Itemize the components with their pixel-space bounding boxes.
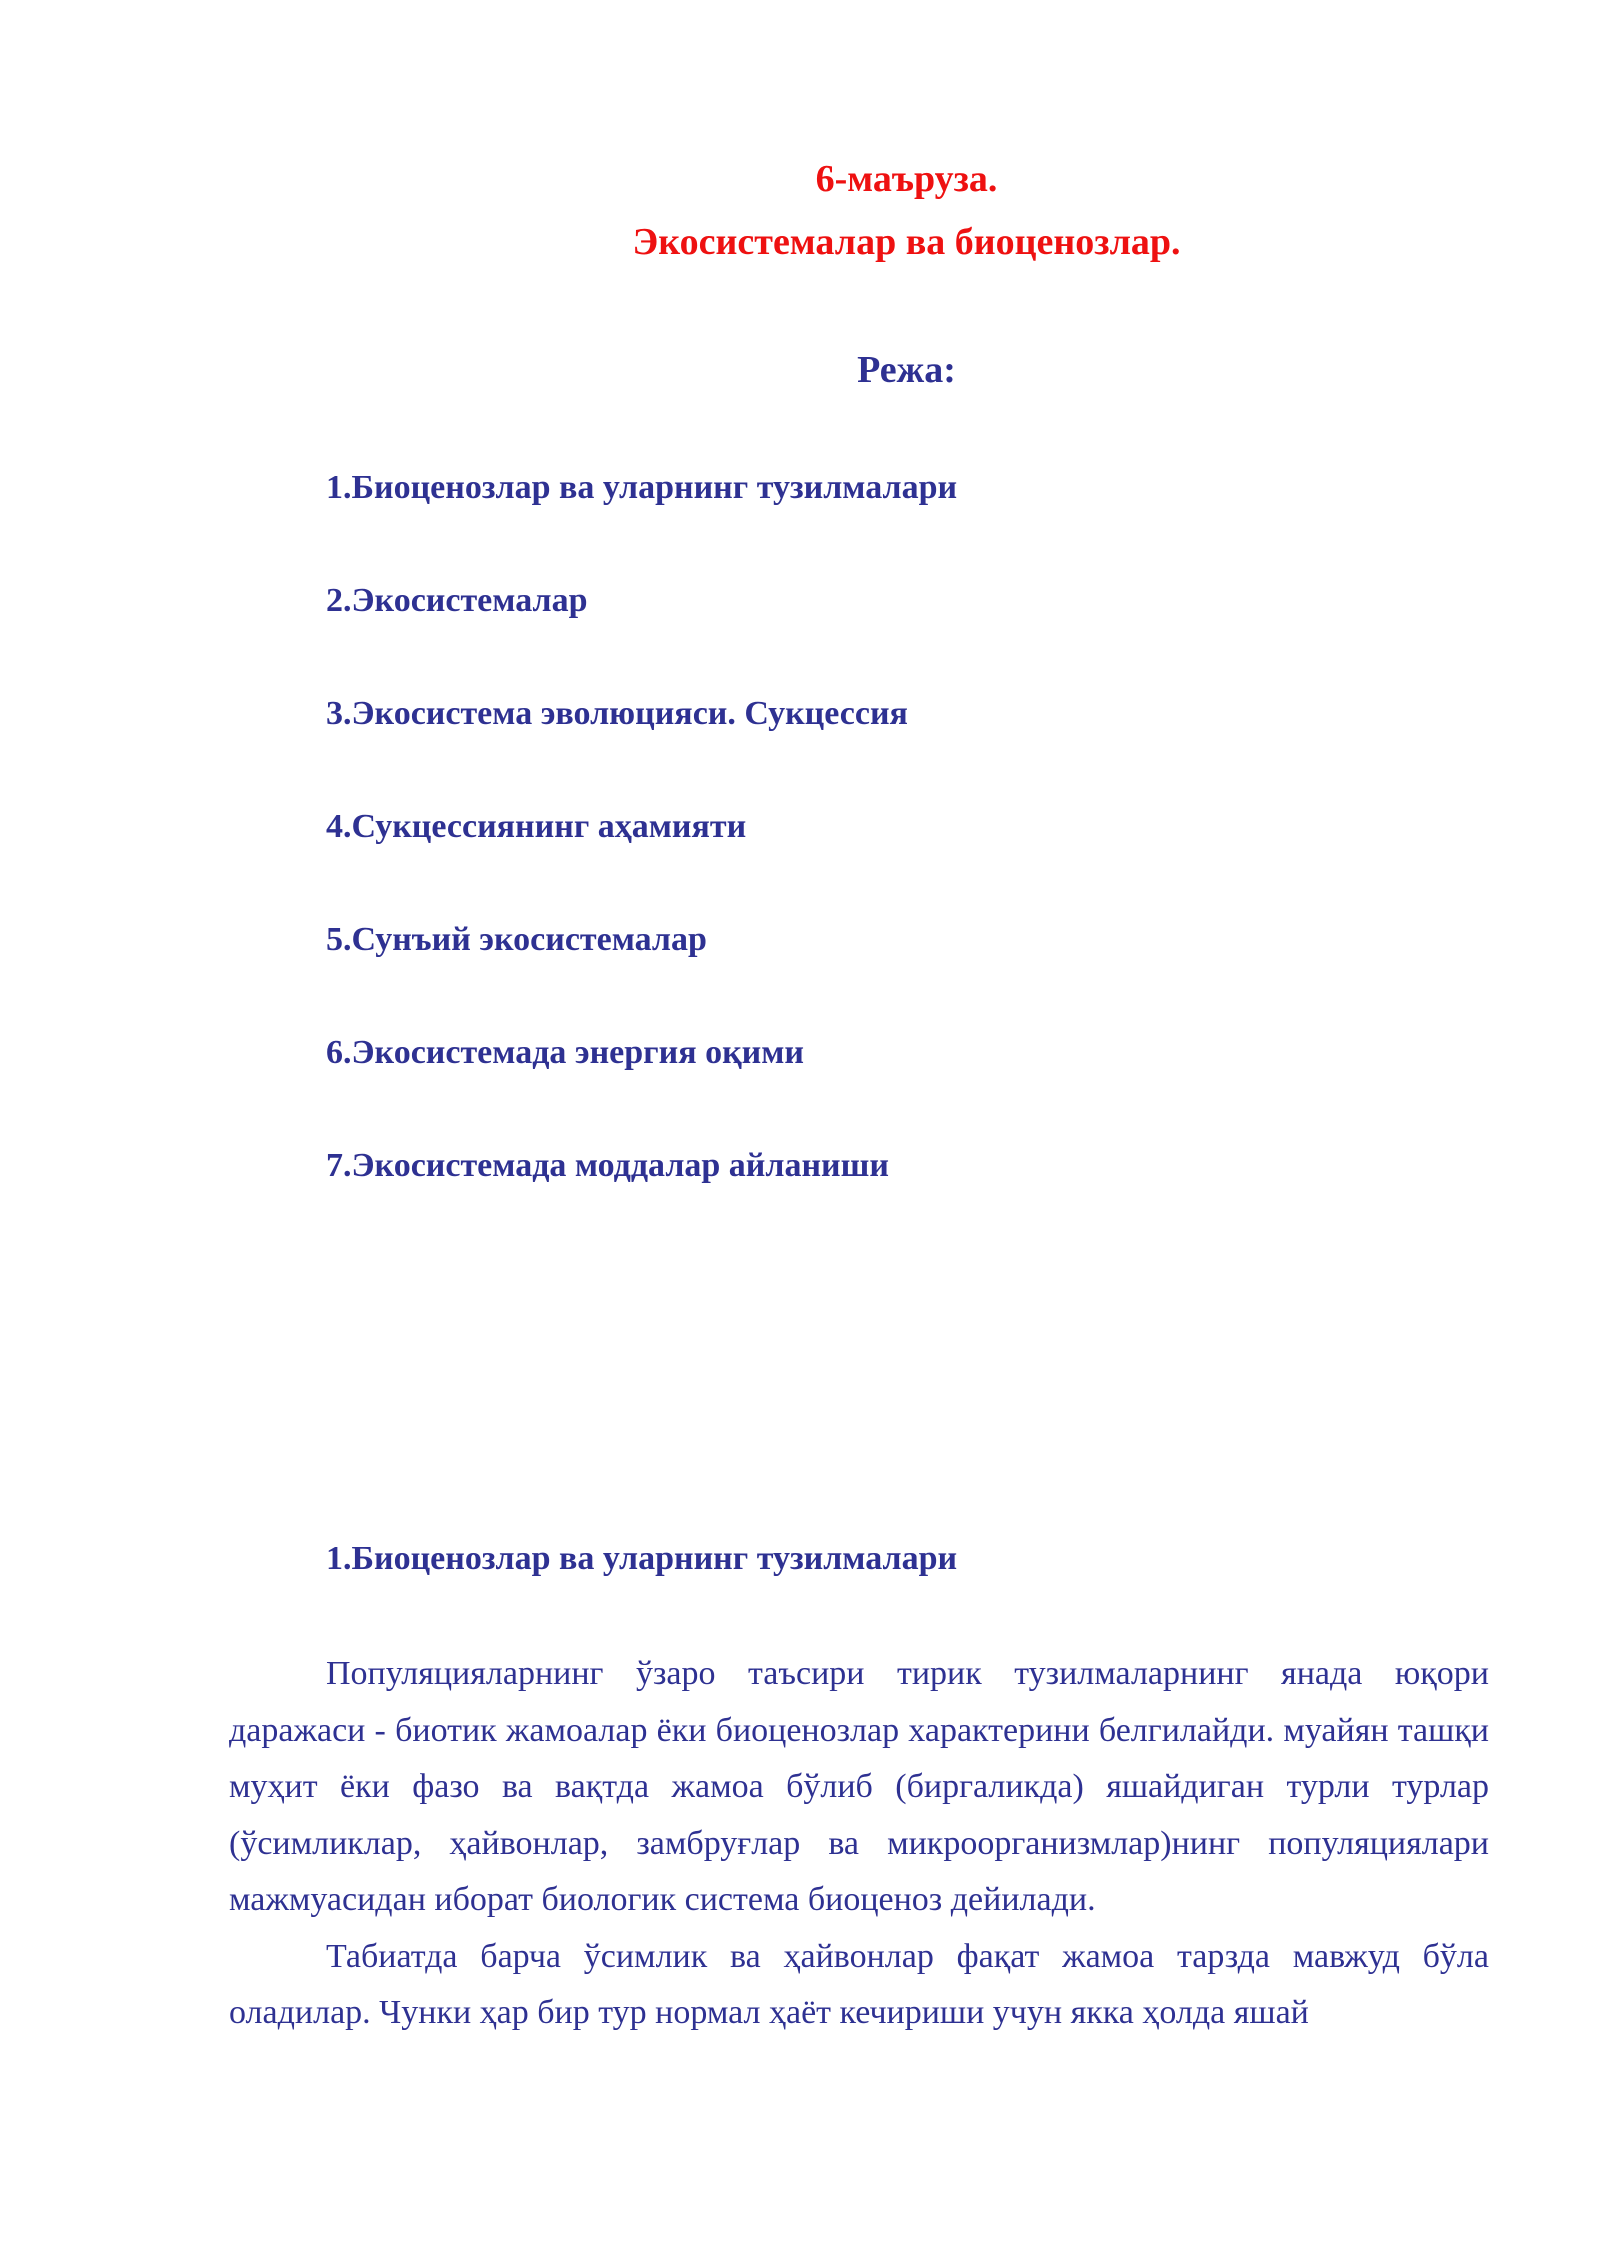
plan-heading: Режа:	[857, 349, 956, 391]
lecture-number: 6-маъруза.	[815, 158, 998, 200]
plan-item: 3.Экосистема эволюцияси. Сукцессия	[326, 695, 908, 732]
body-paragraph: Популяцияларнинг ўзаро таъсири тирик тузилмаларнинг янада юқори даражаси - биотик жамоалар ёки биоценозлар характерини белгилайди. муайян ташқи муҳит ёки фазо ва вақтда жамоа бўлиб (биргаликда) яшайдиган турли турлар (ўсимликлар, ҳайвонлар, замбруғлар ва микроорганизмлар)нинг популяциялари мажмуасидан иборат биологик система биоценоз дейилади.	[229, 1655, 1489, 1918]
plan-list	[326, 466, 957, 1257]
plan-item: 2.Экосистемалар	[326, 582, 588, 619]
section-heading: 1.Биоценозлар ва уларнинг тузилмалари	[326, 1540, 958, 1577]
body-paragraph: Табиатда барча ўсимлик ва ҳайвонлар фақат жамоа тарзда мавжуд бўла оладилар. Чунки ҳар бир тур нормал ҳаёт кечириши учун якка ҳолда яшай	[229, 1937, 1489, 2031]
plan-item: 4.Сукцессиянинг аҳамияти	[326, 808, 747, 845]
lecture-title: Экосистемалар ва биоценозлар.	[632, 221, 1181, 263]
body-text	[229, 1646, 1489, 2042]
plan-item: 7.Экосистемада моддалар айланиши	[326, 1147, 889, 1184]
plan-item: 1.Биоценозлар ва уларнинг тузилмалари	[326, 469, 958, 506]
plan-item: 6.Экосистемада энергия оқими	[326, 1034, 805, 1071]
plan-item: 5.Сунъий экосистемалар	[326, 921, 707, 958]
